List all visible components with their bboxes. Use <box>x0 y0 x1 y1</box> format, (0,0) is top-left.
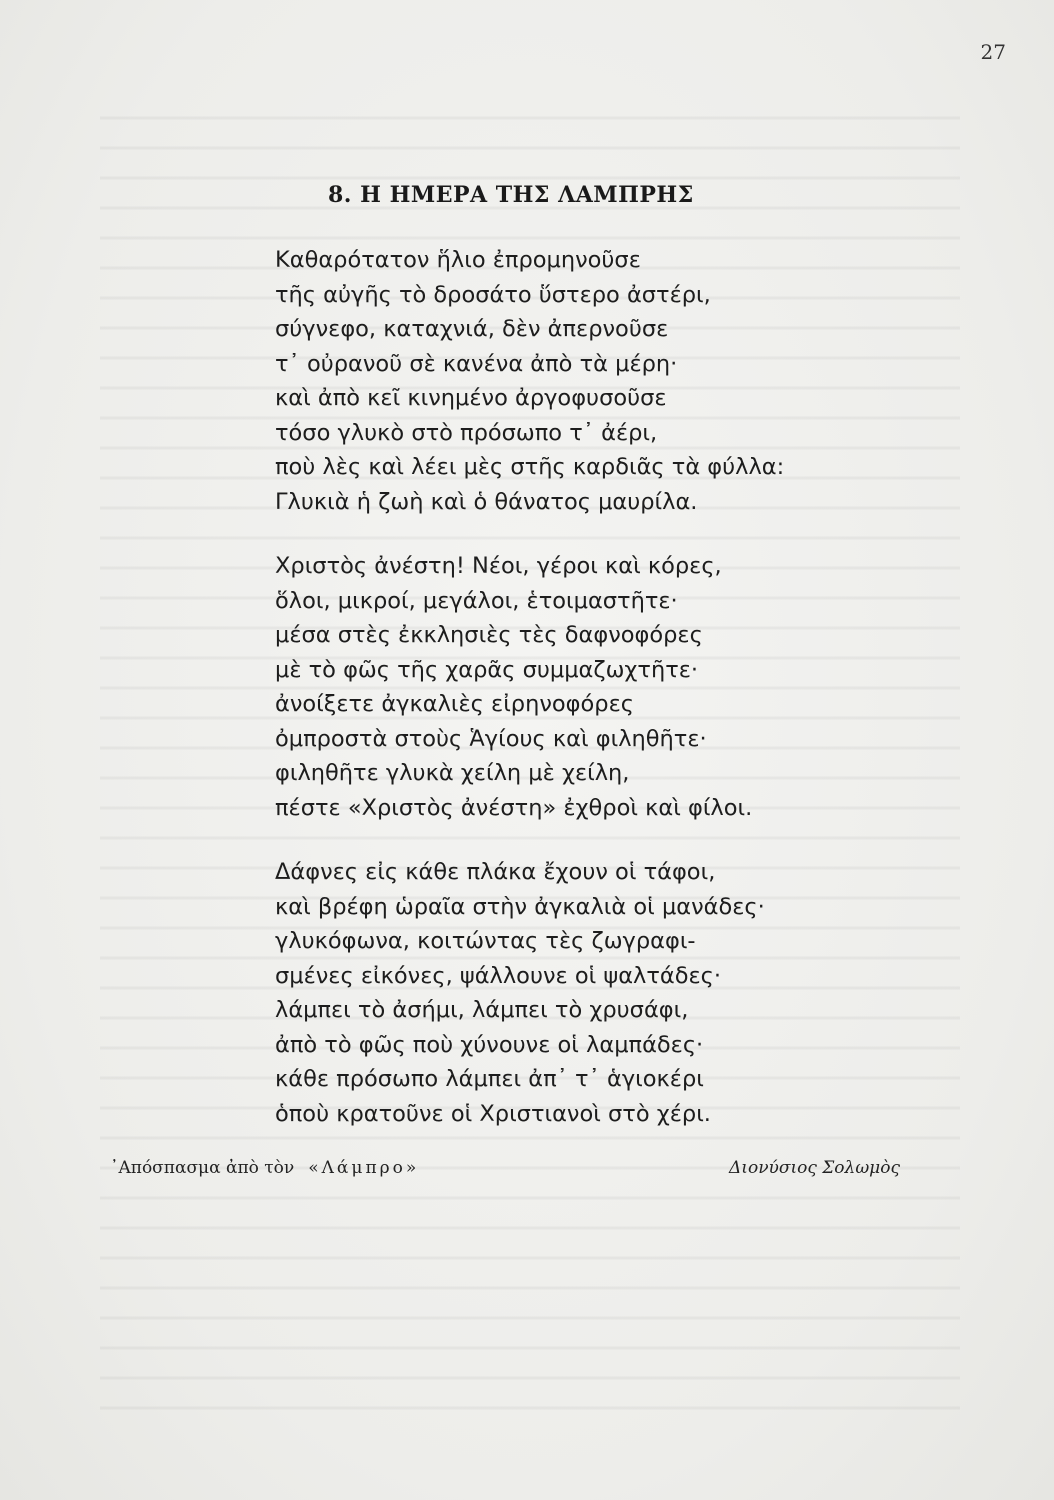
page-number: 27 <box>980 40 1006 64</box>
poem-line: ὁποὺ κρατοῦνε οἱ Χριστιανοὶ στὸ χέρι. <box>275 1100 711 1127</box>
poem-line: τόσο γλυκὸ στὸ πρόσωπο τ᾽ ἀέρι, <box>275 419 658 446</box>
poem-line: καὶ ἀπὸ κεῖ κινημένο ἀργοφυσοῦσε <box>275 385 667 411</box>
poem-line: λάμπει τὸ ἀσήμι, λάμπει τὸ χρυσάφι, <box>275 997 689 1023</box>
poem-line: ἀπὸ τὸ φῶς ποὺ χύνουνε οἱ λαμπάδες· <box>275 1031 704 1058</box>
poem-line: Καθαρότατον ἥλιο ἐπρομηνοῦσε <box>275 247 641 273</box>
poem-line: Δάφνες εἰς κάθε πλάκα ἔχουν οἱ τάφοι, <box>275 859 716 885</box>
author-name: Διονύσιος Σολωμὸς <box>729 1158 900 1178</box>
stanza-3 <box>275 855 875 1131</box>
poem-line: τ᾽ οὐρανοῦ σὲ κανένα ἀπὸ τὰ μέρη· <box>275 350 678 377</box>
poem-body <box>275 243 875 1161</box>
poem-line: τῆς αὐγῆς τὸ δροσάτο ὕστερο ἀστέρι, <box>275 281 711 308</box>
poem-line: Χριστὸς ἀνέστη! Νέοι, γέροι καὶ κόρες, <box>275 553 722 579</box>
poem-line: σμένες εἰκόνες, ψάλλουνε οἱ ψαλτάδες· <box>275 962 722 989</box>
poem-line: σύγνεφο, καταχνιά, δὲν ἀπερνοῦσε <box>275 316 669 342</box>
poem-line: φιληθῆτε γλυκὰ χείλη μὲ χείλη, <box>275 760 630 786</box>
poem-line: ὅλοι, μικροί, μεγάλοι, ἑτοιμαστῆτε· <box>275 587 678 614</box>
stanza-1 <box>275 243 875 519</box>
poem-line: Γλυκιὰ ἡ ζωὴ καὶ ὁ θάνατος μαυρίλα. <box>275 488 698 515</box>
poem-line: ποὺ λὲς καὶ λέει μὲς στῆς καρδιᾶς τὰ φύλλα: <box>275 454 785 480</box>
poem-line: καὶ βρέφη ὡραῖα στὴν ἀγκαλιὰ οἱ μανάδες· <box>275 893 765 920</box>
poem-line: μὲ τὸ φῶς τῆς χαρᾶς συμμαζωχτῆτε· <box>275 656 699 683</box>
poem-title: 8. Η ΗΜΕΡΑ ΤΗΣ ΛΑΜΠΡΗΣ <box>328 182 694 208</box>
stanza-2 <box>275 549 875 825</box>
poem-line: μέσα στὲς ἐκκλησιὲς τὲς δαφνοφόρες <box>275 622 703 648</box>
poem-line: ἀνοίξετε ἀγκαλιὲς εἰρηνοφόρες <box>275 691 634 717</box>
poem-line: κάθε πρόσωπο λάμπει ἀπ᾽ τ᾽ ἁγιοκέρι <box>275 1066 704 1092</box>
poem-line: γλυκόφωνα, κοιτώντας τὲς ζωγραφι- <box>275 928 696 954</box>
poem-line: πέστε «Χριστὸς ἀνέστη» ἐχθροὶ καὶ φίλοι. <box>275 794 753 821</box>
source-work-title: «Λάμπρο» <box>308 1158 420 1178</box>
source-citation <box>110 1158 419 1178</box>
source-prefix: ᾽Απόσπασμα ἀπὸ τὸν <box>110 1158 295 1178</box>
poem-line: ὀμπροστὰ στοὺς Ἁγίους καὶ φιληθῆτε· <box>275 725 707 752</box>
